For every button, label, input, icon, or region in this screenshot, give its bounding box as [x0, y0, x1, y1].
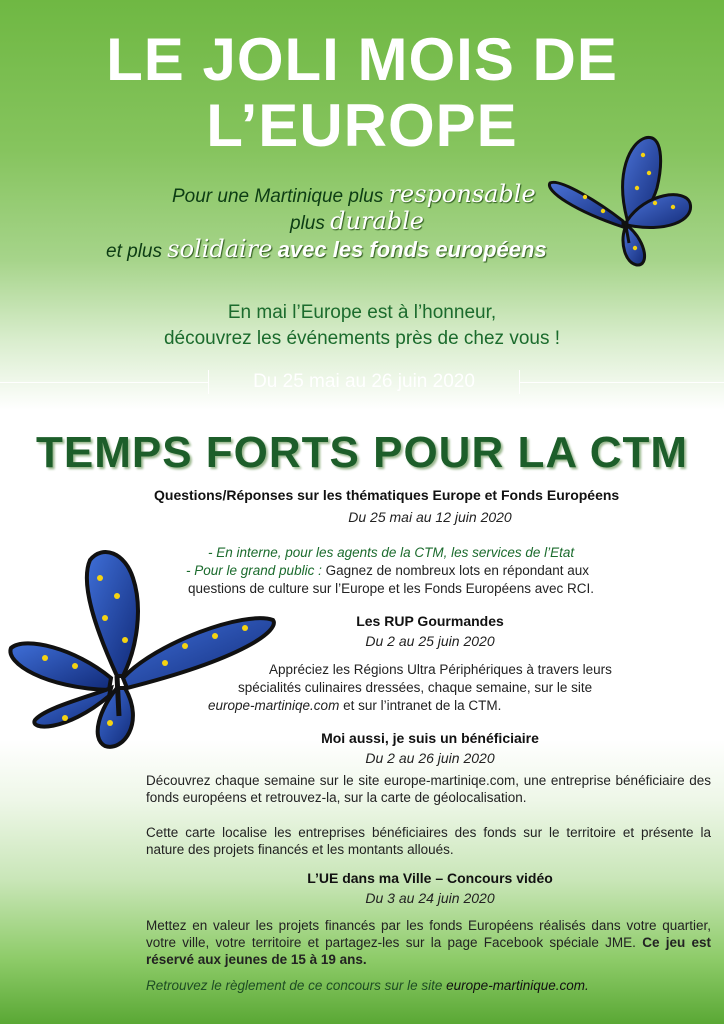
- butterfly-icon: [5, 548, 280, 753]
- event-qr-line-3: questions de culture sur l’Europe et les Fonds Européens avec RCI.: [188, 581, 594, 596]
- tagline-suffix-3: avec les fonds européens: [277, 237, 547, 262]
- event-qr-label: - Pour le grand public :: [186, 563, 322, 578]
- tagline-prefix-1: Pour une Martinique plus: [172, 186, 384, 207]
- event-video-rules-link[interactable]: europe-martinique.com.: [442, 978, 589, 993]
- event-rup-line-3: [208, 697, 501, 714]
- tagline-script-1: responsable: [388, 180, 536, 208]
- event-benef-para-1: Découvrez chaque semaine sur le site europe-martiniqe.com, une entreprise bénéficiaire des fonds européens et retrouvez-la, sur la carte de géolocalisation.: [146, 773, 711, 805]
- event-video-para: [146, 917, 711, 968]
- event-rup-link[interactable]: europe-martiniqe.com: [208, 698, 340, 713]
- event-rup-dates: Du 2 au 25 juin 2020: [365, 633, 495, 649]
- event-qr-line-1: - En interne, pour les agents de la CTM, les services de l’Etat: [208, 545, 575, 560]
- event-video-rules: [146, 977, 589, 994]
- butterfly-icon: [545, 133, 695, 273]
- event-rup-line-2: spécialités culinaires dressées, chaque semaine, sur le site: [238, 680, 593, 695]
- event-benef-para-2: Cette carte localise les entreprises bénéficiaires des fonds sur le territoire et présente la nature des projets financés et les montants alloués.: [146, 825, 711, 857]
- event-video-rules-text: Retrouvez le règlement de ce concours sur le site: [146, 978, 443, 993]
- event-video-age-note: Ce jeu est réservé aux jeunes de 15 à 19 ans.: [146, 935, 712, 967]
- main-dates: Du 25 mai au 26 juin 2020: [208, 370, 520, 394]
- intro-text: [0, 300, 724, 352]
- divider-left: [0, 382, 208, 383]
- tagline-line-2: [290, 207, 424, 235]
- tagline-script-3: solidaire: [167, 235, 273, 263]
- intro-line-2: découvrez les événements près de chez vous !: [163, 328, 561, 349]
- event-benef-dates: Du 2 au 26 juin 2020: [365, 750, 495, 766]
- tagline-line-3: [106, 235, 547, 263]
- event-qr-dates: Du 25 mai au 12 juin 2020: [348, 509, 512, 525]
- event-benef-title: Moi aussi, je suis un bénéficiaire: [321, 730, 539, 746]
- event-rup-line-3-text: et sur l’intranet de la CTM.: [339, 698, 502, 713]
- event-rup-line-1: Appréciez les Régions Ultra Périphériques à travers leurs: [269, 662, 612, 677]
- tagline-prefix-2: plus: [290, 213, 325, 234]
- event-video-dates: Du 3 au 24 juin 2020: [365, 890, 495, 906]
- title-line-2: L’EUROPE: [206, 92, 518, 159]
- event-qr-line-2-text: Gagnez de nombreux lots en répondant aux: [321, 563, 590, 578]
- event-rup-title: Les RUP Gourmandes: [356, 613, 504, 629]
- section-title: TEMPS FORTS POUR LA CTM: [35, 428, 689, 477]
- intro-line-1: En mai l’Europe est à l’honneur,: [227, 302, 497, 323]
- tagline-line-1: [172, 180, 536, 208]
- tagline-script-2: durable: [330, 207, 424, 235]
- event-video-title: L’UE dans ma Ville – Concours vidéo: [307, 870, 553, 886]
- event-video-para-text: Mettez en valeur les projets financés par les fonds Européens réalisés dans votre quartier, votre ville, votre territoire et partagez-les sur la page Facebook spéciale JME.: [146, 918, 711, 950]
- title-line-1: LE JOLI MOIS DE: [106, 26, 618, 93]
- event-qr-title: Questions/Réponses sur les thématiques Europe et Fonds Européens: [154, 487, 620, 503]
- divider-right: [519, 382, 724, 383]
- tagline-prefix-3: et plus: [106, 241, 162, 262]
